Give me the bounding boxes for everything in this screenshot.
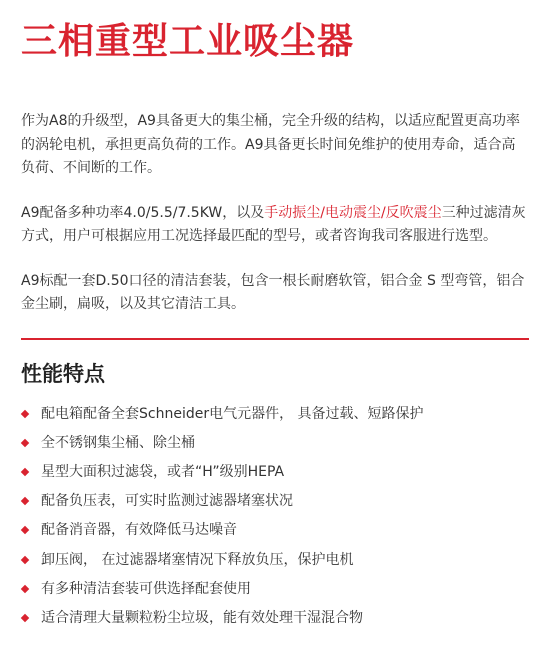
- features-list: [21, 400, 529, 634]
- feature-item: [21, 604, 529, 633]
- diamond-bullet-icon: [21, 614, 29, 622]
- dust-cleaning-methods-highlight: 手动振尘/电动震尘/反吹震尘: [264, 204, 442, 221]
- feature-item: [21, 575, 529, 604]
- feature-item: [21, 546, 529, 575]
- feature-item: [21, 516, 529, 545]
- feature-text: 配备负压表，可实时监测过滤器堵塞状况: [41, 493, 293, 510]
- diamond-bullet-icon: [21, 468, 29, 476]
- diamond-bullet-icon: [21, 409, 29, 417]
- diamond-bullet-icon: [21, 526, 29, 534]
- feature-text: 适合清理大量颗粒粉尘垃圾，能有效处理干湿混合物: [41, 609, 363, 626]
- feature-text: 配电箱配备全套Schneider电气元器件， 具备过载、短路保护: [41, 405, 424, 422]
- feature-item: [21, 429, 529, 458]
- feature-text: 星型大面积过滤袋，或者“H”级别HEPA: [41, 463, 285, 480]
- intro-paragraph-3: A9标配一套D.50口径的清洁套装，包含一根长耐磨软管，铝合金 S 型弯管，铝合金尘刷，扁吸，以及其它清洁工具。: [21, 272, 525, 312]
- diamond-bullet-icon: [21, 584, 29, 592]
- features-title: 性能特点: [21, 361, 105, 386]
- feature-item: [21, 400, 529, 429]
- feature-item: [21, 458, 529, 487]
- diamond-bullet-icon: [21, 438, 29, 446]
- feature-text: 配备消音器，有效降低马达噪音: [41, 522, 237, 539]
- diamond-bullet-icon: [21, 555, 29, 563]
- feature-text: 有多种清洁套装可供选择配套使用: [41, 580, 251, 597]
- intro-paragraph-2-text-end: 三种过滤清灰方式，用户可根据应用工况选择最匹配的型号，或者咨询我司客服进行选型。: [21, 204, 526, 244]
- intro-paragraph-2-text-start: A9配备多种功率4.0/5.5/7.5KW，以及: [21, 204, 265, 221]
- page-title: 三相重型工业吸尘器: [21, 21, 355, 62]
- feature-text: 全不锈钢集尘桶、除尘桶: [41, 434, 195, 451]
- feature-text: 卸压阀， 在过滤器堵塞情况下释放负压，保护电机: [41, 551, 354, 568]
- section-divider: [21, 338, 529, 340]
- intro-paragraph-2: [21, 202, 529, 249]
- feature-item: [21, 487, 529, 516]
- diamond-bullet-icon: [21, 497, 29, 505]
- intro-paragraph-1: 作为A8的升级型，A9具备更大的集尘桶，完全升级的结构，以适应配置更高功率的涡轮电机，承担更高负荷的工作。A9具备更长时间免维护的使用寿命，适合高负荷、不间断的工作。: [21, 113, 520, 176]
